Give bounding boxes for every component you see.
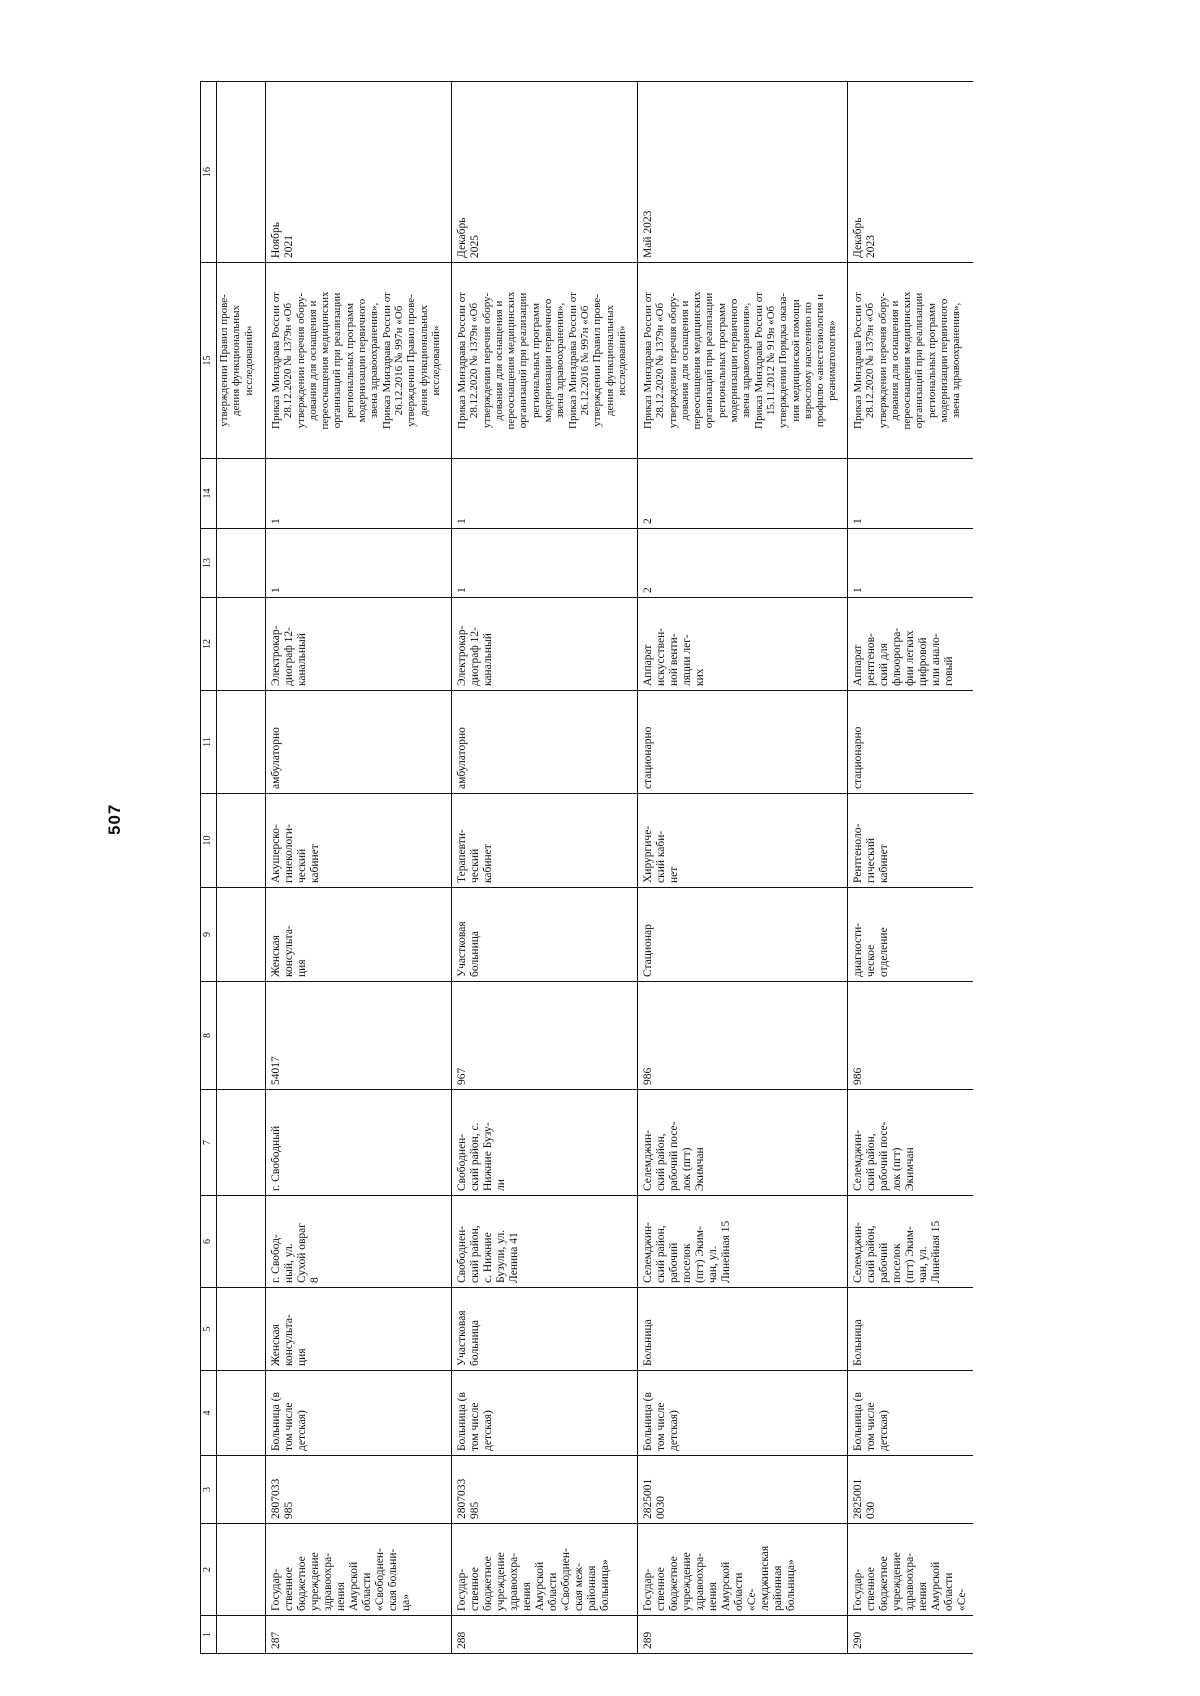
- organization-type: Больница (в том числе детская): [452, 1371, 638, 1456]
- locality: г. Свободный: [266, 1090, 452, 1196]
- quantity-planned: 1: [266, 459, 452, 529]
- delivery-date: Декабрь 2023: [848, 82, 974, 263]
- quantity: 1: [266, 529, 452, 598]
- room: Рентгеноло- гический кабинет: [848, 794, 974, 888]
- delivery-date: Ноябрь 2021: [266, 82, 452, 263]
- subdivision: Стационар: [638, 888, 848, 982]
- column-number: 13: [201, 529, 217, 598]
- unit-type: Больница: [848, 1288, 974, 1371]
- population: 986: [848, 982, 974, 1090]
- table-row: [452, 82, 638, 1654]
- column-number: 12: [201, 598, 217, 691]
- legal-basis: Приказ Минздрава России от 28.12.2020 № 1379н «Об утверждении перечня обору- дования для оснащения и переоснащения медицинских организаций при реализации региональных программ модернизации первичного звена здравоохранения»,: [848, 263, 974, 459]
- organization-name: Государ- ственное бюджетное учреждение здравоохра- нения Амурской области «Се-: [848, 1524, 974, 1616]
- continued-legal-basis: утверждении Правил прове- дения функциональных исследований»: [217, 263, 266, 459]
- subdivision: Участковая больница: [452, 888, 638, 982]
- care-conditions: стационарно: [848, 691, 974, 794]
- column-number: 5: [201, 1288, 217, 1371]
- column-number: 3: [201, 1456, 217, 1524]
- organization-type: Больница (в том числе детская): [848, 1371, 974, 1456]
- column-number: 6: [201, 1196, 217, 1288]
- page-number: 507: [105, 803, 124, 835]
- quantity-planned: 1: [848, 459, 974, 529]
- population: 967: [452, 982, 638, 1090]
- locality: Селемджин- ский район, рабочий посе- лок (пгт) Экимчан: [638, 1090, 848, 1196]
- table-row: [848, 82, 974, 1654]
- column-number: 2: [201, 1524, 217, 1616]
- organization-name: Государ- ственное бюджетное учреждение здравоохра- нения Амурской области «Свободнен- ская больни- ца»: [266, 1524, 452, 1616]
- table-row: [266, 82, 452, 1654]
- organization-code: 2807033 985: [452, 1456, 638, 1524]
- column-number: 9: [201, 888, 217, 982]
- organization-type: Больница (в том числе детская): [638, 1371, 848, 1456]
- equipment-name: Электрокар- диограф 12- канальный: [266, 598, 452, 691]
- unit-address: Свободнен- ский район, с. Нижние Бузули, ул. Ленина 41: [452, 1196, 638, 1288]
- row-number: 288: [452, 1616, 638, 1654]
- quantity: 1: [848, 529, 974, 598]
- table-row: [638, 82, 848, 1654]
- locality: Селемджин- ский район, рабочий посе- лок (пгт) Экимчан: [848, 1090, 974, 1196]
- care-conditions: амбулаторно: [266, 691, 452, 794]
- column-number: 16: [201, 82, 217, 263]
- unit-address: г. Свобод- ный, ул. Сухой овраг 8: [266, 1196, 452, 1288]
- column-number: 8: [201, 982, 217, 1090]
- care-conditions: стационарно: [638, 691, 848, 794]
- unit-address: Селемджин- ский район, рабочий поселок (пгт) Эким- чан, ул. Линейная 15: [848, 1196, 974, 1288]
- subdivision: Женская консульта- ция: [266, 888, 452, 982]
- room: Терапевти- ческий кабинет: [452, 794, 638, 888]
- unit-type: Женская консульта- ция: [266, 1288, 452, 1371]
- column-number: 7: [201, 1090, 217, 1196]
- row-number: 290: [848, 1616, 974, 1654]
- subdivision: диагности- ческое отделение: [848, 888, 974, 982]
- equipment-table: [200, 81, 973, 1654]
- column-number: 11: [201, 691, 217, 794]
- quantity: 2: [638, 529, 848, 598]
- column-number: 4: [201, 1371, 217, 1456]
- delivery-date: Май 2023: [638, 82, 848, 263]
- organization-code: 2825001 030: [848, 1456, 974, 1524]
- unit-type: Больница: [638, 1288, 848, 1371]
- legal-basis: Приказ Минздрава России от 28.12.2020 № 1379н «Об утверждении перечня обору- дования для оснащения и переоснащения медицинских организаций при реализации региональных программ модернизации первичного звена здравоохранения», Приказ Минздрава России от 26.12.2016 № 997н «Об утверждении Правил прове- дения функциональных исследований»: [452, 263, 638, 459]
- continuation-row: [217, 82, 266, 1654]
- room: Акушерско- гинекологи- ческий кабинет: [266, 794, 452, 888]
- quantity-planned: 2: [638, 459, 848, 529]
- column-number: 15: [201, 263, 217, 459]
- unit-type: Участковая больница: [452, 1288, 638, 1371]
- equipment-name: Аппарат искусствен- ной венти- ляции лег- ких: [638, 598, 848, 691]
- locality: Свободнен- ский район, с. Нижние Бузу- ли: [452, 1090, 638, 1196]
- quantity: 1: [452, 529, 638, 598]
- population: 986: [638, 982, 848, 1090]
- organization-code: 2825001 0030: [638, 1456, 848, 1524]
- legal-basis: Приказ Минздрава России от 28.12.2020 № 1379н «Об утверждении перечня обору- дования для оснащения и переоснащения медицинских организаций при реализации региональных программ модернизации первичного звена здравоохранения», Приказ Минздрава России от 26.12.2016 № 997н «Об утверждении Правил прове- дения функциональных исследований»: [266, 263, 452, 459]
- delivery-date: Декабрь 2025: [452, 82, 638, 263]
- column-number: 1: [201, 1616, 217, 1654]
- population: 54017: [266, 982, 452, 1090]
- column-number: 10: [201, 794, 217, 888]
- rotated-table-sheet: [200, 82, 1090, 1654]
- row-number: 287: [266, 1616, 452, 1654]
- organization-name: Государ- ственное бюджетное учреждение здравоохра- нения Амурской области «Свободнен- ская меж- районная больница»: [452, 1524, 638, 1616]
- column-numbers-row: [201, 82, 217, 1654]
- quantity-planned: 1: [452, 459, 638, 529]
- column-number: 14: [201, 459, 217, 529]
- table-body: [201, 82, 974, 1654]
- organization-type: Больница (в том числе детская): [266, 1371, 452, 1456]
- organization-code: 2807033 985: [266, 1456, 452, 1524]
- equipment-name: Аппарат рентгенов- ский для флюорогра- фии легких цифровой или анало- говый: [848, 598, 974, 691]
- organization-name: Государ- ственное бюджетное учреждение здравоохра- нения Амурской области «Се- лемджинская районная больница»: [638, 1524, 848, 1616]
- unit-address: Селемджин- ский район, рабочий поселок (пгт) Эким- чан, ул. Линейная 15: [638, 1196, 848, 1288]
- care-conditions: амбулаторно: [452, 691, 638, 794]
- room: Хирургиче- ский каби- нет: [638, 794, 848, 888]
- equipment-name: Электрокар- диограф 12- канальный: [452, 598, 638, 691]
- row-number: 289: [638, 1616, 848, 1654]
- legal-basis: Приказ Минздрава России от 28.12.2020 № 1379н «Об утверждении перечня обору- дования для оснащения и переоснащения медицинских организаций при реализации региональных программ модернизации первичного звена здравоохранения», Приказ Минздрава России от 15.11.2012 № 919н «Об утверждении Порядка оказа- ния медицинской помощи взрослому населению по профилю «анестезиология и реаниматология»: [638, 263, 848, 459]
